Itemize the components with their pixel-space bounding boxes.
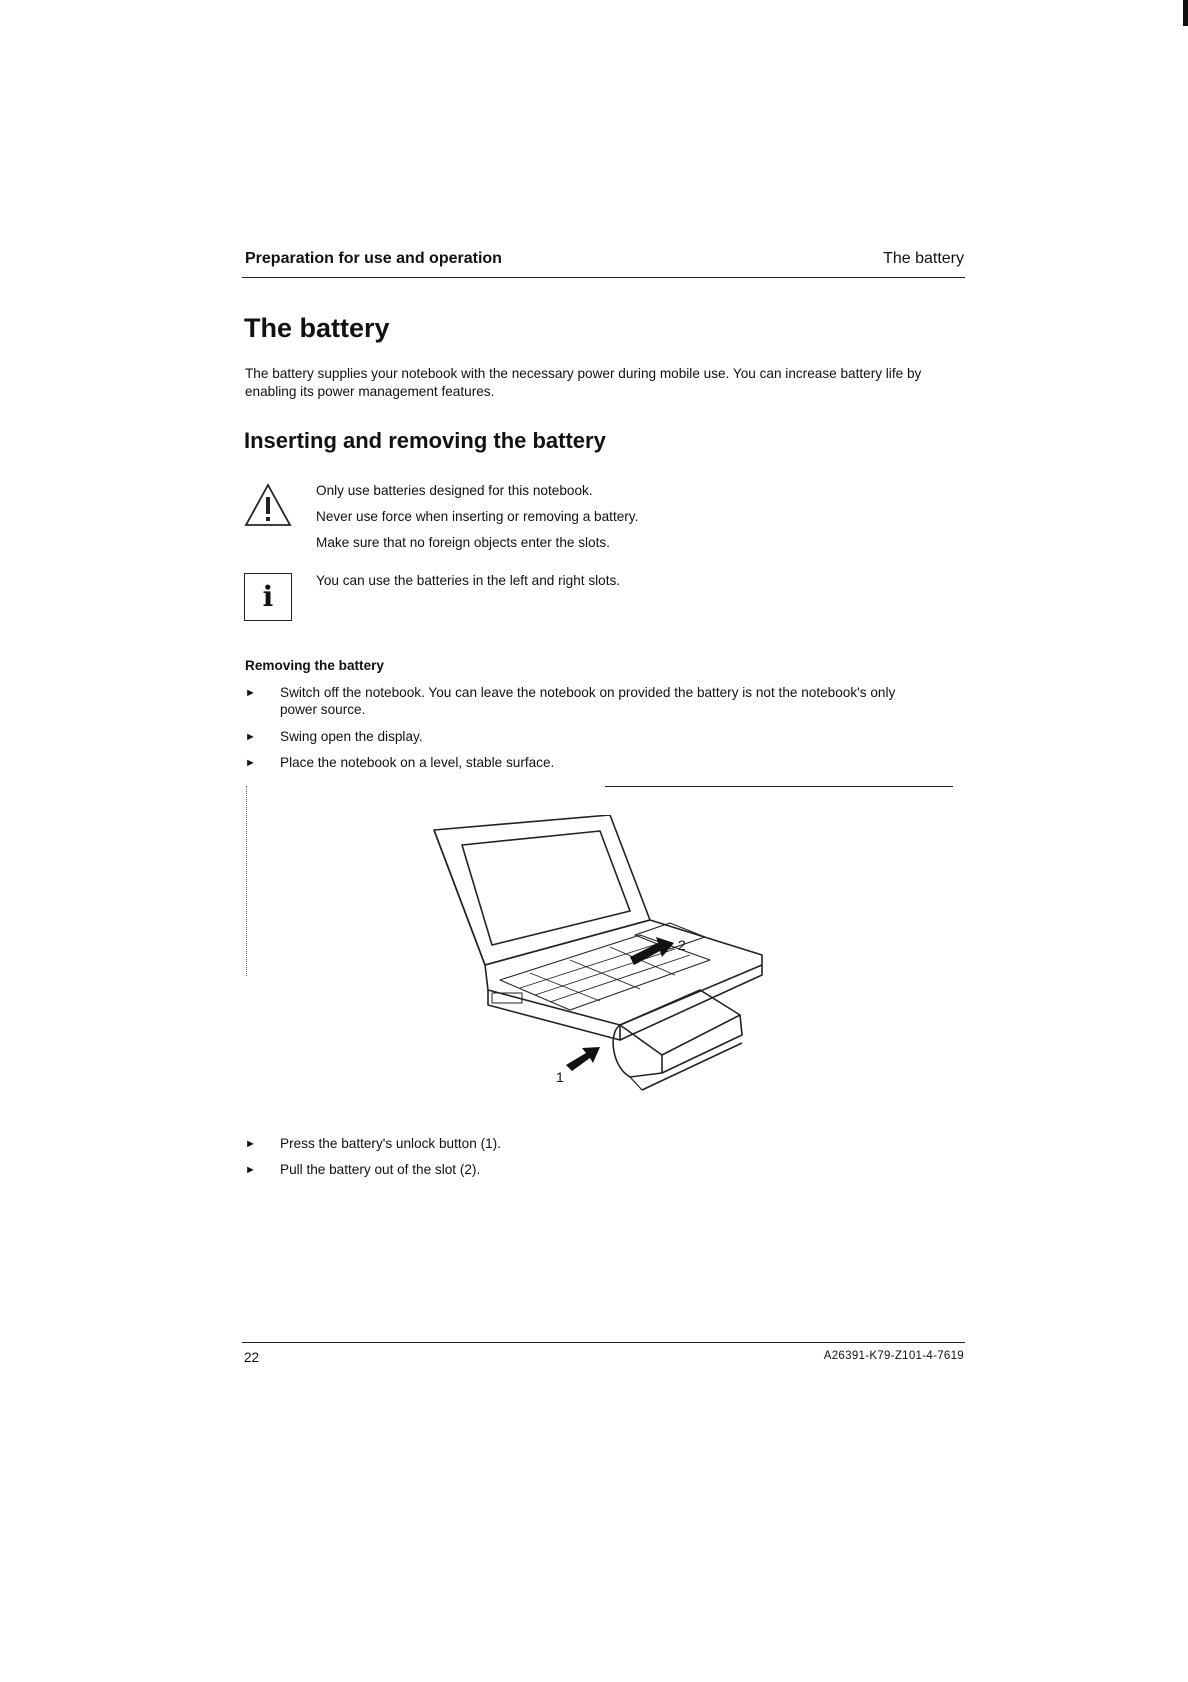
bullet-arrow-icon: ► [245, 757, 256, 769]
figure-rule [605, 786, 953, 787]
notebook-battery-illustration [430, 815, 775, 1105]
step-text: Swing open the display. [280, 729, 423, 744]
warning-line-1: Only use batteries designed for this notebook. [316, 483, 593, 498]
figure-label-1: 1 [556, 1069, 564, 1085]
scan-edge-mark [1183, 0, 1188, 26]
bullet-arrow-icon: ► [245, 687, 256, 699]
step-text: Place the notebook on a level, stable surface. [280, 755, 555, 770]
footer-rule [242, 1342, 965, 1343]
info-icon: i [244, 573, 292, 621]
step-text: Switch off the notebook. You can leave the notebook on provided the battery is not the notebook's only power source. [280, 685, 896, 717]
page-number: 22 [244, 1350, 260, 1365]
list-item [245, 1161, 945, 1179]
figure-label-2: 2 [678, 937, 686, 953]
margin-marker [246, 786, 247, 976]
warning-line-2: Never use force when inserting or removing a battery. [316, 509, 639, 524]
running-header-section: Preparation for use and operation [245, 250, 502, 267]
info-text: You can use the batteries in the left and right slots. [316, 573, 621, 588]
running-header-topic: The battery [883, 250, 964, 267]
list-item [245, 1135, 945, 1153]
removing-heading: Removing the battery [245, 658, 384, 673]
bullet-arrow-icon: ► [245, 1164, 256, 1176]
bullet-arrow-icon: ► [245, 1138, 256, 1150]
step-text: Press the battery's unlock button (1). [280, 1136, 501, 1151]
warning-line-3: Make sure that no foreign objects enter the slots. [316, 535, 610, 550]
step-text: Pull the battery out of the slot (2). [280, 1162, 481, 1177]
list-item [245, 684, 945, 720]
list-item [245, 728, 945, 746]
header-rule [242, 277, 965, 278]
intro-paragraph: The battery supplies your notebook with the necessary power during mobile use. You can increase battery life by enabling its power management features. [245, 366, 922, 399]
warning-triangle-icon [244, 483, 292, 527]
page-title: The battery [244, 313, 390, 343]
list-item [245, 754, 945, 772]
section-heading: Inserting and removing the battery [244, 428, 606, 453]
bullet-arrow-icon: ► [245, 731, 256, 743]
document-code: A26391-K79-Z101-4-7619 [823, 1350, 964, 1362]
